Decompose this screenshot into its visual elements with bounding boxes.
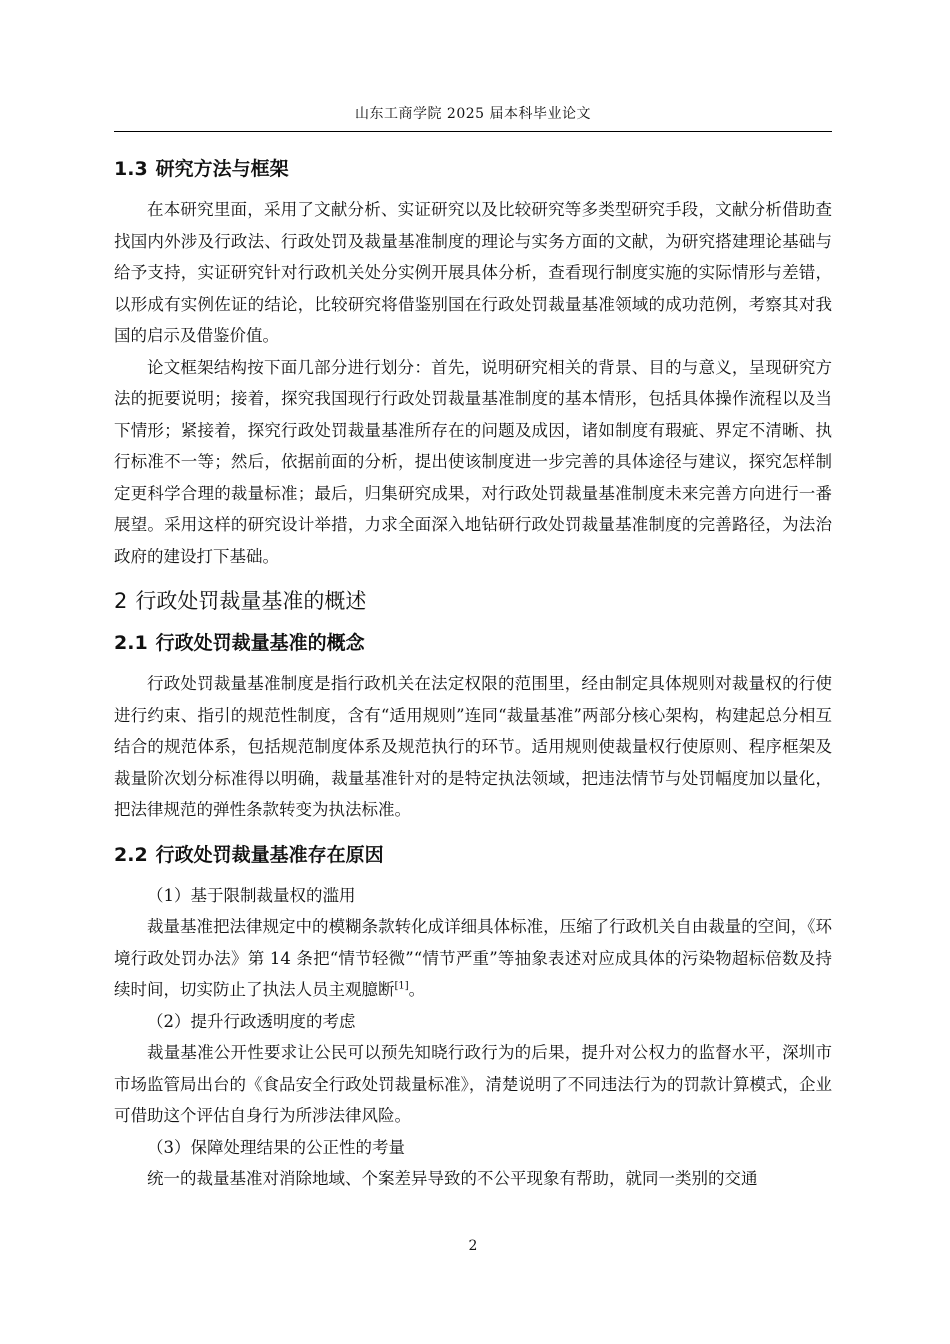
paragraph: 论文框架结构按下面几部分进行划分：首先，说明研究相关的背景、目的与意义，呈现研究方法的扼要说明；接着，探究我国现行行政处罚裁量基准制度的基本情形，包括具体操作流程以及当下情形；紧接着，探究行政处罚裁量基准所存在的问题及成因，诸如制度有瑕疵、界定不清晰、执行标准不一等；然后，依据前面的分析，提出使该制度进一步完善的具体途径与建议，探究怎样制定更科学合理的裁量标准；最后，归集研究成果，对行政处罚裁量基准制度未来完善方向进行一番展望。采用这样的研究设计举措，力求全面深入地钻研行政处罚裁量基准制度的完善路径，为法治政府的建设打下基础。 [114,357,832,566]
paragraph [114,911,832,1006]
section-heading-2-2 [114,838,832,872]
paragraph: 在本研究里面，采用了文献分析、实证研究以及比较研究等多类型研究手段，文献分析借助查找国内外涉及行政法、行政处罚及裁量基准制度的理论与实务方面的文献，为研究搭建理论基础与给予支持，实证研究针对行政机关处分实例开展具体分析，查看现行制度实施的实际情形与差错，以形成有实例佐证的结论，比较研究将借鉴别国在行政处罚裁量基准领域的成功范例，考察其对我国的启示及借鉴价值。 [114,200,832,345]
list-item-heading: （2）提升行政透明度的考虑 [147,1011,356,1031]
section-number: 1.3 [114,158,148,180]
header-rule [114,131,832,132]
section-heading-1-3 [114,152,832,186]
section-number: 2 [114,589,128,613]
paragraph: 裁量基准公开性要求让公民可以预先知晓行政行为的后果，提升对公权力的监督水平，深圳市市场监管局出台的《食品安全行政处罚裁量标准》，清楚说明了不同违法行为的罚款计算模式，企业可借助这个评估自身行为所涉法律风险。 [114,1043,832,1125]
list-item-heading: （3）保障处理结果的公正性的考量 [147,1137,405,1157]
section-title: 行政处罚裁量基准存在原因 [155,843,384,866]
section-heading-2 [114,584,832,618]
paragraph-text: 裁量基准把法律规定中的模糊条款转化成详细具体标准，压缩了行政机关自由裁量的空间，《环境行政处罚办法》第 14 条把“情节轻微”“情节严重”等抽象表述对应成具体的污染物超标倍数及持续时间，切实防止了执法人员主观臆断 [114,917,832,999]
section-title: 行政处罚裁量基准的概念 [155,632,365,654]
paragraph: 统一的裁量基准对消除地域、个案差异导致的不公平现象有帮助，就同一类别的交通 [147,1169,758,1188]
citation-ref: [1] [394,980,409,992]
section-title: 研究方法与框架 [155,158,289,180]
section-number: 2.1 [114,632,148,654]
paragraph: 行政处罚裁量基准制度是指行政机关在法定权限的范围里，经由制定具体规则对裁量权的行使进行约束、指引的规范性制度，含有“适用规则”连同“裁量基准”两部分核心架构，构建起总分相互结合的规范体系，包括规范制度体系及规范执行的环节。适用规则使裁量权行使原则、程序框架及裁量阶次划分标准得以明确，裁量基准针对的是特定执法领域，把违法情节与处罚幅度加以量化，把法律规范的弹性条款转变为执法标准。 [114,674,832,819]
running-header: 山东工商学院 2025 届本科毕业论文 [354,106,592,122]
list-item-heading: （1）基于限制裁量权的滥用 [147,885,356,905]
page-number: 2 [468,1238,478,1254]
page-content [114,152,832,1195]
paragraph-end: 。 [408,980,426,999]
section-heading-2-1 [114,626,832,660]
section-title: 行政处罚裁量基准的概述 [135,589,367,613]
section-number: 2.2 [114,843,148,866]
